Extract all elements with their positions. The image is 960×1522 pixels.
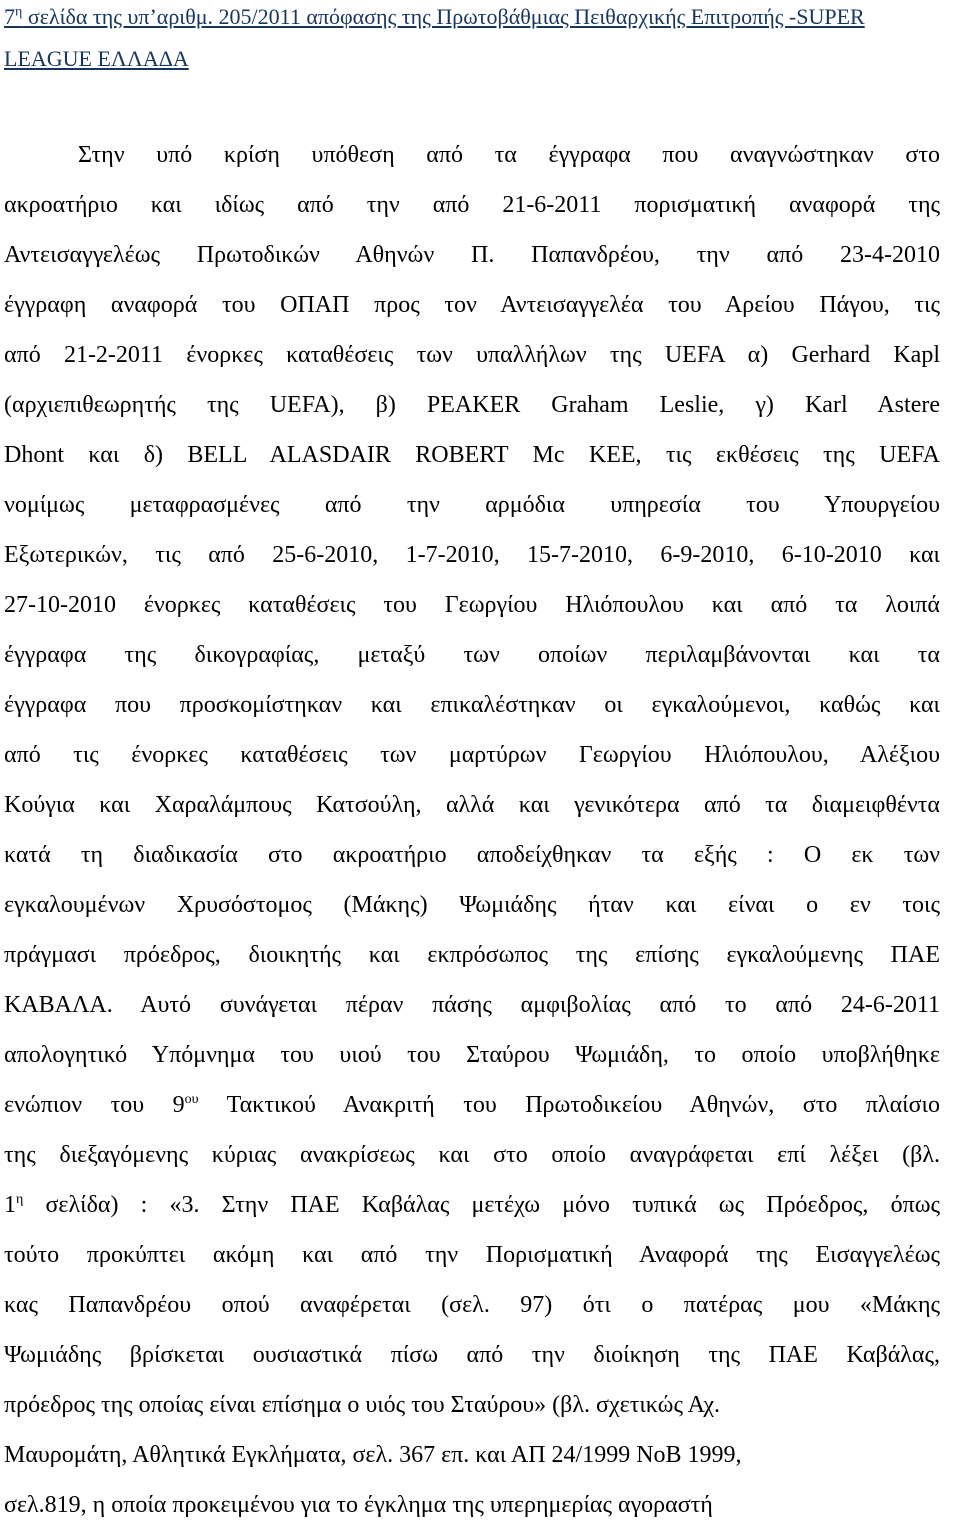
header-text: σελίδα της υπ’αριθμ. 205/2011 απόφασης της Πρωτοβάθμιας Πειθαρχικής Επιτροπής -SUPER <box>22 4 865 29</box>
paragraph-line-15: κατά τη διαδικασία στο ακροατήριο αποδείχθηκαν τα εξής : Ο εκ των <box>4 842 940 868</box>
paragraph-line-26: πρόεδρος της οποίας είναι επίσημα ο υιός του Σταύρου» (βλ. σχετικώς Αχ. <box>4 1392 720 1418</box>
paragraph-line-2: ακροατήριο και ιδίως από την από 21-6-2011 πορισματική αναφορά της <box>4 192 940 218</box>
header-page-number: 7 <box>4 4 15 29</box>
header-page-number-superscript: η <box>15 4 23 20</box>
paragraph-line-23: τούτο προκύπτει ακόμη και από την Πορισματική Αναφορά της Εισαγγελέως <box>4 1242 940 1268</box>
paragraph-line-10: 27-10-2010 ένορκες καταθέσεις του Γεωργίου Ηλιόπουλου και από τα λοιπά <box>4 592 940 618</box>
paragraph-line-3: Αντεισαγγελέως Πρωτοδικών Αθηνών Π. Παπανδρέου, την από 23-4-2010 <box>4 242 940 268</box>
paragraph-line-8: νομίμως μεταφρασμένες από την αρμόδια υπηρεσία του Υπουργείου <box>4 492 940 518</box>
header-text-continued: LEAGUE ΕΛΛΑΔΑ <box>4 46 189 71</box>
paragraph-line-7: Dhont και δ) BELL ALASDAIR ROBERT Mc KEE, τις εκθέσεις της UEFA <box>4 442 940 468</box>
paragraph-line-12: έγγραφα που προσκομίστηκαν και επικαλέστηκαν οι εγκαλούμενοι, καθώς και <box>4 692 940 718</box>
page-header-line-2 <box>4 44 940 74</box>
paragraph-line-6: (αρχιεπιθεωρητής της UEFA), β) PEAKER Graham Leslie, γ) Karl Astere <box>4 392 940 418</box>
paragraph-line-13: από τις ένορκες καταθέσεις των μαρτύρων Γεωργίου Ηλιόπουλου, Αλέξιου <box>4 742 940 768</box>
line-22-start: 1 <box>4 1192 16 1218</box>
paragraph-line-1: Στην υπό κρίση υπόθεση από τα έγγραφα που αναγνώστηκαν στο <box>78 142 940 168</box>
paragraph-line-22 <box>4 1190 940 1220</box>
paragraph-line-20 <box>4 1090 940 1120</box>
paragraph-line-14: Κούγια και Χαραλάμπους Κατσούλη, αλλά και γενικότερα από τα διαμειφθέντα <box>4 792 940 818</box>
line-20-start: ενώπιον του 9 <box>4 1092 185 1118</box>
paragraph-line-21: της διεξαγόμενης κύριας ανακρίσεως και στο οποίο αναγράφεται επί λέξει (βλ. <box>4 1142 940 1168</box>
paragraph-line-11: έγγραφα της δικογραφίας, μεταξύ των οποίων περιλαμβάνονται και τα <box>4 642 940 668</box>
paragraph-line-9: Εξωτερικών, τις από 25-6-2010, 1-7-2010, 15-7-2010, 6-9-2010, 6-10-2010 και <box>4 542 940 568</box>
paragraph-line-16: εγκαλουμένων Χρυσόστομος (Μάκης) Ψωμιάδης ήταν και είναι ο εν τοις <box>4 892 940 918</box>
line-20-end: Τακτικού Ανακριτή του Πρωτοδικείου Αθηνών, στο πλαίσιο <box>198 1092 940 1118</box>
paragraph-line-28: σελ.819, η οποία προκειμένου για το έγκλημα της υπερημερίας αγοραστή <box>4 1492 713 1518</box>
paragraph-line-24: κας Παπανδρέου οπού αναφέρεται (σελ. 97) ότι ο πατέρας μου «Μάκης <box>4 1292 940 1318</box>
paragraph-line-4: έγγραφη αναφορά του ΟΠΑΠ προς τον Αντεισαγγελέα του Αρείου Πάγου, τις <box>4 292 940 318</box>
line-22-end: σελίδα) : «3. Στην ΠΑΕ Καβάλας μετέχω μόνο τυπικά ως Πρόεδρος, όπως <box>23 1192 940 1218</box>
paragraph-line-17: πράγμασι πρόεδρος, διοικητής και εκπρόσωπος της επίσης εγκαλούμενης ΠΑΕ <box>4 942 940 968</box>
paragraph-line-25: Ψωμιάδης βρίσκεται ουσιαστικά πίσω από την διοίκηση της ΠΑΕ Καβάλας, <box>4 1342 940 1368</box>
page-header-line-1 <box>4 2 940 32</box>
paragraph-line-19: απολογητικό Υπόμνημα του υιού του Σταύρου Ψωμιάδη, το οποίο υποβλήθηκε <box>4 1042 940 1068</box>
ordinal-superscript: ου <box>184 1092 199 1107</box>
paragraph-line-5: από 21-2-2011 ένορκες καταθέσεις των υπαλλήλων της UEFA α) Gerhard Kapl <box>4 342 940 368</box>
paragraph-line-18: ΚΑΒΑΛΑ. Αυτό συνάγεται πέραν πάσης αμφιβολίας από το από 24-6-2011 <box>4 992 940 1018</box>
ordinal-superscript: η <box>16 1192 24 1207</box>
paragraph-line-27: Μαυρομάτη, Αθλητικά Εγκλήματα, σελ. 367 επ. και ΑΠ 24/1999 ΝοΒ 1999, <box>4 1442 742 1468</box>
